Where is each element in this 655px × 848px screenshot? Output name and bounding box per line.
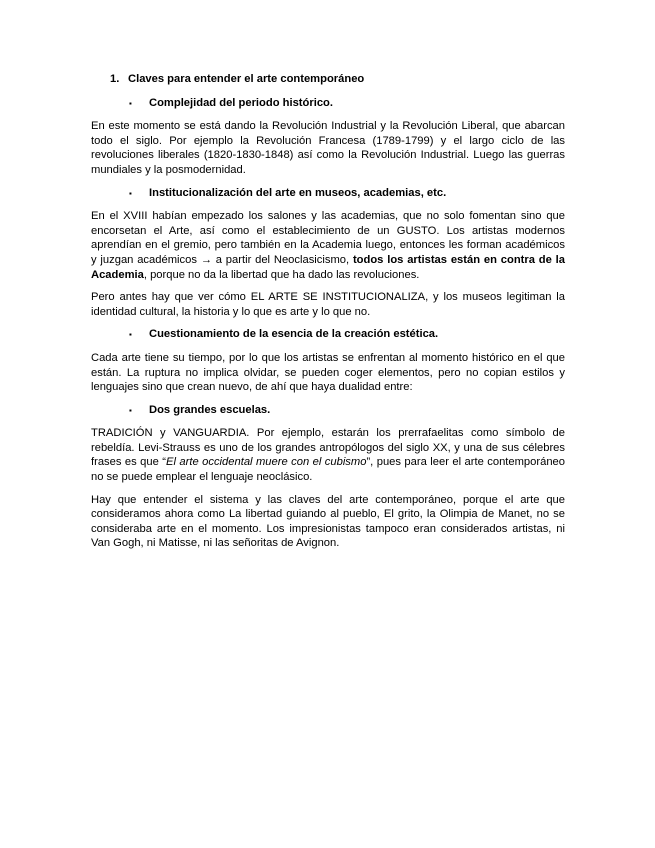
subheading-label: Complejidad del periodo histórico.	[149, 96, 333, 109]
document-page	[91, 72, 565, 559]
paragraph: En este momento se está dando la Revolución Industrial y la Revolución Liberal, que abarcan todo el siglo. Por ejemplo la Revolución Francesa (1789-1799) y el largo ciclo de las revoluciones liberales (1820-1830-1848) así como la Revolución Industrial. Luego las guerras mundiales y la posmodernidad.	[91, 120, 565, 176]
subheading-label: Institucionalización del arte en museos, academias, etc.	[149, 186, 447, 199]
subheading-label: Dos grandes escuelas.	[149, 403, 271, 416]
square-bullet-icon: ▪	[129, 405, 132, 415]
subheading-complejidad	[129, 96, 565, 112]
paragraph	[91, 426, 565, 484]
italic-quote: El arte occidental muere con el cubismo	[166, 456, 367, 469]
square-bullet-icon: ▪	[129, 98, 132, 108]
paragraph: Pero antes hay que ver cómo EL ARTE SE INSTITUCIONALIZA, y los museos legitiman la identidad cultural, la historia y lo que es arte y lo que no.	[91, 291, 565, 318]
square-bullet-icon: ▪	[129, 188, 132, 198]
section-heading	[110, 72, 565, 87]
paragraph-text: En el XVIII habían empezado los salones y las academias, que no solo fomentan sino que encorsetan el Arte, así como el establecimiento de un GUSTO. Los artistas modernos aprendían en el gremio, pero también en la Academia luego, entonces les forman académicos y juzgan académicos → a partir del Neoclasicismo,	[91, 210, 565, 266]
subheading-institucionalizacion	[129, 186, 565, 202]
paragraph-text: , porque no da la libertad que ha dado las revoluciones.	[143, 268, 420, 281]
paragraph-text: TRADICIÓN y VANGUARDIA. Por ejemplo, estarán los prerrafaelitas como símbolo de rebeldía. Levi-Strauss es uno de los grandes antropólogos del siglo XX, y una de sus célebres frases es que “	[91, 427, 565, 469]
paragraph	[91, 209, 565, 282]
paragraph-text: ”, pues para leer el arte contemporáneo no se puede emplear el lenguaje neoclásico.	[91, 456, 565, 484]
subheading-escuelas	[129, 403, 565, 419]
paragraph: Hay que entender el sistema y las claves del arte contemporáneo, porque el arte que consideramos ahora como La libertad guiando al pueblo, El grito, la Olimpia de Manet, no se consideraba arte en el momento. Los impresionistas tampoco eran considerados artistas, ni Van Gogh, ni Matisse, ni las señoritas de Avignon.	[91, 493, 565, 550]
square-bullet-icon: ▪	[129, 330, 132, 340]
heading-title: Claves para entender el arte contemporáneo	[128, 73, 365, 85]
heading-number: 1.	[110, 73, 120, 85]
bold-text: todos los artistas están en contra de la Academia	[91, 253, 565, 281]
subheading-label: Cuestionamiento de la esencia de la creación estética.	[149, 328, 439, 341]
paragraph: Cada arte tiene su tiempo, por lo que los artistas se enfrentan al momento histórico en el que están. La ruptura no implica olvidar, se pueden coger elementos, pero no copian estilos y lenguajes sino que crean nuevo, de ahí que haya dualidad entre:	[91, 351, 565, 394]
subheading-cuestionamiento	[129, 327, 565, 343]
